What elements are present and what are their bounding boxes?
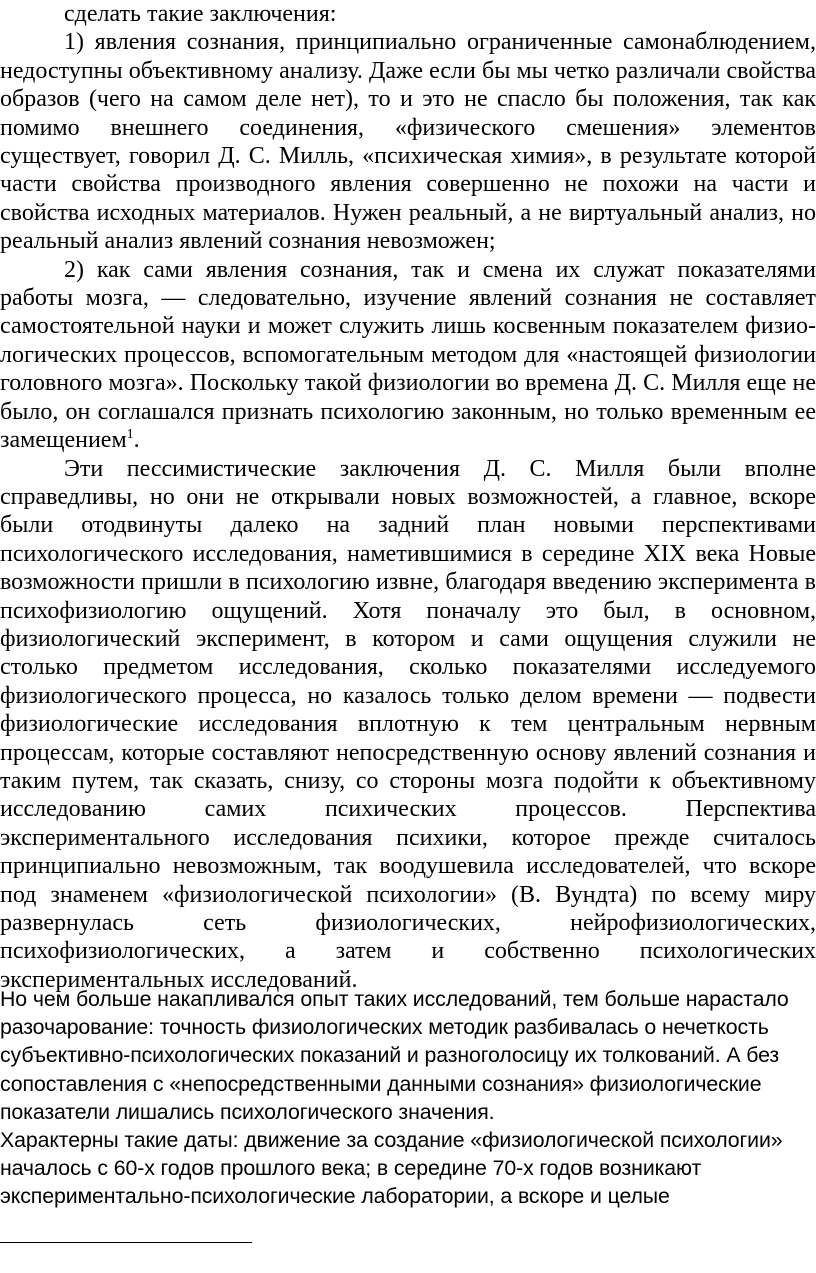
point-2-end: .	[133, 427, 140, 454]
sans-text-block	[0, 985, 816, 1211]
footnote-separator	[0, 1242, 252, 1243]
point-2-paragraph	[0, 256, 816, 455]
main-paragraph: Эти пессимистические заключения Д. С. Милля были вполне справедливы, но они не открывали новых возможностей, а главное, вскоре были отодвинуты далеко на задний план новыми перспективами психологического исследования, наметившимися в середине XIX века Новые возможности пришли в психологию извне, благодаря введению эксперимента в психофизиологию ощущений. Хотя поначалу это был, в основном, физиологический эксперимент, в котором и сами ощущения служили не столько предметом исследования, сколько показателями исследуемого физиологического процесса, но казалось только делом времени — подвести физиологические исследования вплотную к тем центральным нервным процессам, которые составляют непосредственную основу явлений сознания и таким путем, так сказать, снизу, со стороны мозга подойти к объективному исследованию самих психических процессов. Перспектива экспериментального исследования психики, которое прежде считалось принципиально невозможным, так воодушевила исследователей, что вскоре под знаменем «физиологической психологии» (В. Вундта) по всему миру развернулась сеть физиологических, нейрофизиологических, психофизиологических, а затем и собственно психологических экспериментальных исследований.	[0, 455, 816, 993]
footnote-marker[interactable]: 1	[126, 427, 134, 443]
point-1-paragraph: 1) явления сознания, принципиально ограниченные самонаблюдением, недоступны объективному анализу. Даже если бы мы четко различали свойства образов (чего на самом деле нет), то и это не спасло бы положения, так как помимо внешнего соединения, «физического смешения» элементов существует, говорил Д. С. Милль, «психическая химия», в результате которой части свойства производного явления совершенно не похожи на части и свойства исходных материалов. Нужен реальный, а не виртуальный анализ, но реальный анализ явлений сознания невозможен;	[0, 29, 816, 255]
dates-paragraph: Характерны такие даты: движение за создание «физиологической психологии» началось с 60-х годов прошлого века; в середине 70-х годов возникают экспериментально-психологические лаборатории, а вскоре и целые	[0, 1128, 783, 1209]
intro-paragraph: сделать такие заключения:	[64, 1, 337, 27]
point-2-text: 2) как сами явления сознания, так и смена их служат показателями работы мозга, — следовательно, изучение явлений сознания не составляет самостоятельной науки и может служить лишь косвенным показателем физиологических процессов, вспомогательным методом для «настоящей физиологии головного мозга». Поскольку такой физиологии во времена Д. С. Милля еще не было, он соглашался признать психологию законным, но только временным ее замещением	[0, 256, 816, 454]
disappointment-paragraph: Но чем больше накапливался опыт таких исследований, тем больше нарастало разочарование: точность физиологических методик разбивалась о нечеткость субъективно-психологических показаний и разноголосицу их толкований. А без сопоставления с «непосредственными данными сознания» физиологические показатели лишались психологического значения.	[0, 987, 789, 1124]
